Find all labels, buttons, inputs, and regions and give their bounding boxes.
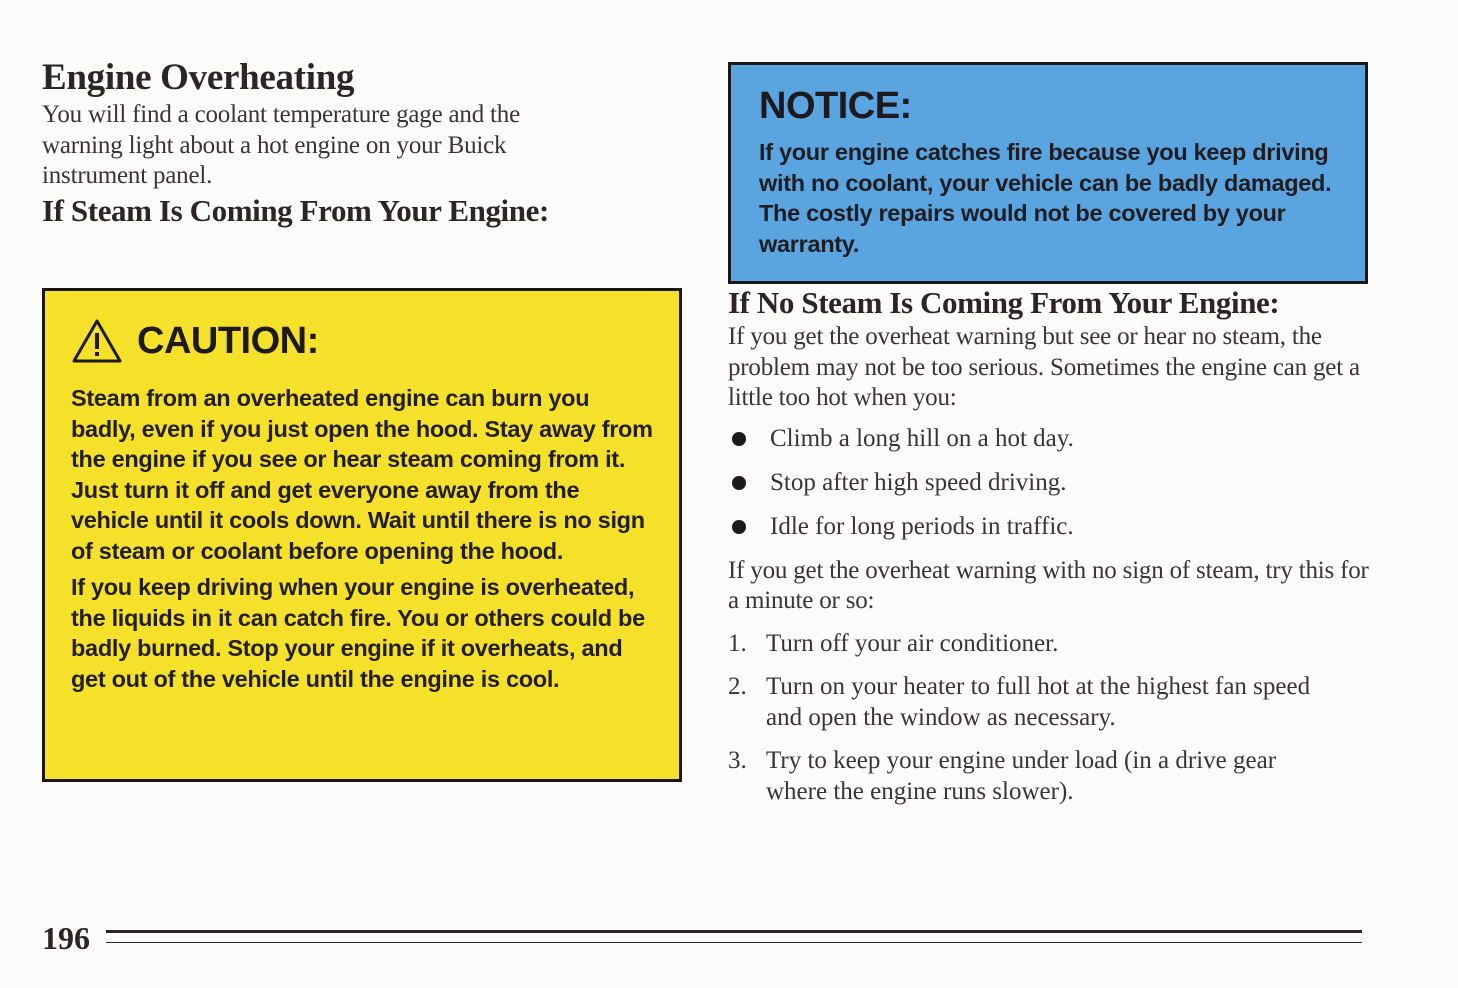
- step-item: [728, 629, 1373, 660]
- caution-paragraph-1: Steam from an overheated engine can burn you badly, even if you just open the hood. Stay away from the engine if you see or hear steam coming from it. Just turn it off and get everyone away from the vehicle until it cools down. Wait until there is no sign of steam or coolant before opening the hood.: [71, 385, 653, 564]
- notice-title: NOTICE:: [759, 85, 912, 127]
- step-text: Turn on your heater to full hot at the highest fan speed and open the window as necessary.: [766, 673, 1311, 731]
- caution-box: [42, 288, 682, 782]
- steam-heading: If Steam Is Coming From Your Engine:: [42, 192, 549, 228]
- list-item-text: Idle for long periods in traffic.: [770, 512, 1074, 540]
- no-steam-intro: If you get the overheat warning but see or hear no steam, the problem may not be too serious. Sometimes the engine can get a little too hot when you:: [728, 323, 1360, 411]
- list-item: [728, 512, 1373, 542]
- bullet-icon: [732, 520, 746, 534]
- list-item: [728, 424, 1373, 454]
- list-item: [728, 468, 1373, 498]
- caution-title: CAUTION:: [137, 319, 319, 362]
- warning-triangle-icon: [71, 318, 123, 364]
- bullet-icon: [732, 476, 746, 490]
- footer-rule: [106, 930, 1362, 933]
- right-column: [728, 62, 1373, 820]
- list-item-text: Stop after high speed driving.: [770, 468, 1067, 496]
- bullet-icon: [732, 432, 746, 446]
- page-title: Engine Overheating: [42, 57, 355, 98]
- left-column: [42, 56, 687, 692]
- intro-paragraph: You will find a coolant temperature gage and the warning light about a hot engine on your Buick instrument panel.: [42, 101, 520, 189]
- step-number: 1.: [728, 629, 747, 657]
- try-paragraph: If you get the overheat warning with no sign of steam, try this for a minute or so:: [728, 556, 1369, 614]
- conditions-list: [728, 424, 1373, 542]
- step-item: [728, 746, 1373, 807]
- step-item: [728, 672, 1373, 733]
- no-steam-heading: If No Steam Is Coming From Your Engine:: [728, 285, 1280, 320]
- steps-list: [728, 629, 1373, 808]
- notice-text: If your engine catches fire because you keep driving with no coolant, your vehicle can be badly damaged. The costly repairs would not be covered by your warranty.: [759, 139, 1332, 257]
- step-number: 3.: [728, 747, 747, 774]
- list-item-text: Climb a long hill on a hot day.: [770, 424, 1074, 452]
- page-number: 196: [42, 920, 90, 956]
- footer-rule-thin: [106, 942, 1362, 943]
- step-text: Try to keep your engine under load (in a drive gear where the engine runs slower).: [766, 747, 1277, 805]
- step-number: 2.: [728, 673, 747, 700]
- notice-box: [728, 62, 1368, 284]
- step-text: Turn off your air conditioner.: [766, 629, 1059, 657]
- caution-header: [71, 311, 653, 371]
- caution-paragraph-2: If you keep driving when your engine is overheated, the liquids in it can catch fire. You or others could be badly burned. Stop your engine if it overheats, and get out of the vehicle until the engine is cool.: [71, 574, 645, 692]
- page-footer: [42, 918, 1362, 958]
